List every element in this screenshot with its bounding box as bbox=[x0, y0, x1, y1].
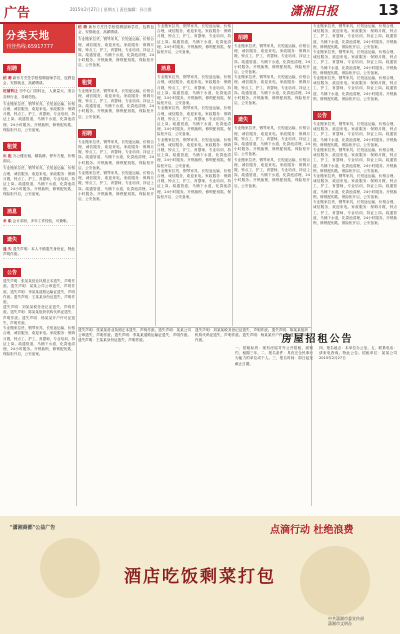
rental-notice-body: 一、招租标的：现有房屋对外公开招租，面积约，租期三年。二、报名条件：具有完全民事行为能力的单位或个人。三、报名时间：即日起至截止日期。 bbox=[235, 346, 313, 366]
ad-text-block: 专业搬家拉货，钢琴家具，长短途运输，价格合理，诚信服务，欢迎来电。家政服务：保姆月嫂，钟点工，护工，育婴师，专业培训，持证上岗。疏通管道，马桶下水道，化粪池清理，24小时服务。开锁换锁，修锁配钥匙，保险柜开启，公安备案。 bbox=[313, 148, 397, 173]
ad-text-block: 专业搬家拉货，钢琴家具，长短途运输，价格合理，诚信服务，欢迎来电。家政服务：保姆月嫂，钟点工，护工，育婴师，专业培训，持证上岗。疏通管道，马桶下水道，化粪池清理，24小时服务。开锁换锁，修锁配钥匙，保险柜开启，公安备案。 bbox=[3, 166, 75, 197]
category-label: 消息 bbox=[157, 64, 175, 73]
ad-text-block: 遗失声明：张某某营业执照正本遗失，声明作废。遗失声明：某某公司公章遗失，声明作废。遗失声明：李某某道路运输证遗失，声明作废。遗失声明：王某某身份证遗失，声明作废。 bbox=[3, 279, 75, 305]
public-service-ad bbox=[0, 516, 400, 634]
ad-text-block: 专业搬家拉货，钢琴家具，长短途运输，价格合理，诚信服务，欢迎来电。家政服务：保姆月嫂，钟点工，护工，育婴师，专业培训，持证上岗。疏通管道，马桶下水道，化粪池清理，24小时服务。开锁换锁，修锁配钥匙，保险柜开启，公安备案。 bbox=[313, 174, 397, 199]
ad-text-block: 专业搬家拉货，钢琴家具，长短途运输，价格合理，诚信服务，欢迎来电。家政服务：保姆月嫂，钟点工，护工，育婴师，专业培训，持证上岗。疏通管道，马桶下水道，化粪池清理，24小时服务。开锁换锁，修锁配钥匙，保险柜开启，公安备案。 bbox=[313, 200, 397, 225]
category-label: 招聘 bbox=[3, 64, 21, 73]
category-label: 遗失 bbox=[234, 115, 252, 124]
section-label: 广告 bbox=[4, 6, 31, 21]
classified-ad: 旺铺转让 市中心门面转让，人流量大，适合各种行业，非诚勿扰。 bbox=[3, 88, 75, 101]
ad-text-block: 专业搬家拉货，钢琴家具，长短途运输，价格合理，诚信服务，欢迎来电。家政服务：保姆月嫂，钟点工，护工，育婴师，专业培训，持证上岗。疏通管道，马桶下水道，化粪池清理，24小时服务。开锁换锁，修锁配钥匙，保险柜开启，公安备案。 bbox=[3, 101, 75, 132]
ad-text-block: 专业搬家拉货，钢琴家具，长短途运输，价格合理，诚信服务，欢迎来电。家政服务：保姆月嫂，钟点工，护工，育婴师，专业培训，持证上岗。疏通管道，马桶下水道，化粪池清理，24小时服务。开锁换锁，修锁配钥匙，保险柜开启，公安备案。 bbox=[3, 326, 75, 357]
classified-ad: 遗 失 遗失声明：本人不慎遗失身份证，特此声明作废。 bbox=[3, 246, 75, 259]
ad-slogan: 点滴行动 杜绝浪费 bbox=[270, 525, 354, 536]
category-label: 公告 bbox=[313, 111, 331, 120]
category-label: 遗失 bbox=[3, 235, 21, 244]
ad-text-block: 专业搬家拉货，钢琴家具，长短途运输，价格合理，诚信服务，欢迎来电。家政服务：保姆月嫂，钟点工，护工，育婴师，专业培训，持证上岗。疏通管道，马桶下水道，化粪池清理，24小时服务。开锁换锁，修锁配钥匙，保险柜开启，公安备案。 bbox=[157, 106, 231, 137]
category-label: 租赁 bbox=[3, 142, 21, 151]
ad-text-block: 专业搬家拉货，钢琴家具，长短途运输，价格合理，诚信服务，欢迎来电。家政服务：保姆月嫂，钟点工，护工，育婴师，专业培训，持证上岗。疏通管道，马桶下水道，化粪池清理，24小时服务。开锁换锁，修锁配钥匙，保险柜开启，公安备案。 bbox=[313, 76, 397, 101]
ad-text-block: 专业搬家拉货，钢琴家具，长短途运输，价格合理，诚信服务，欢迎来电。家政服务：保姆月嫂，钟点工，护工，育婴师，专业培训，持证上岗。疏通管道，马桶下水道，化粪池清理，24小时服务。开锁换锁，修锁配钥匙，保险柜开启，公安备案。 bbox=[234, 44, 310, 75]
column-3 bbox=[157, 24, 231, 326]
topbar bbox=[0, 0, 400, 24]
ad-text-block: 专业搬家拉货，钢琴家具，长短途运输，价格合理，诚信服务，欢迎来电。家政服务：保姆月嫂，钟点工，护工，育婴师，专业培训，持证上岗。疏通管道，马桶下水道，化粪池清理，24小时服务。开锁换锁，修锁配钥匙，保险柜开启，公安备案。 bbox=[157, 168, 231, 199]
ad-text-block: 专业搬家拉货，钢琴家具，长短途运输，价格合理，诚信服务，欢迎来电。家政服务：保姆月嫂，钟点工，护工，育婴师，专业培训，持证上岗。疏通管道，马桶下水道，化粪池清理，24小时服务。开锁换锁，修锁配钥匙，保险柜开启，公安备案。 bbox=[313, 24, 397, 49]
ad-text-block: 遗失声明：刘某某税务登记证遗失，声明作废。遗失声明：陈某某组织机构代码证遗失，声明作废。遗失声明：杨某某开户许可证遗失，声明作废。 bbox=[3, 305, 75, 325]
rental-notice-body: 四、报名地点：本单位办公室。五、联系电话：请来电咨询。特此公告。招租单位：某某公司 2015年2月27日 bbox=[319, 346, 397, 361]
banner-phone: 刊登热线:65917777 bbox=[6, 44, 54, 50]
ad-text-block: 专业搬家拉货，钢琴家具，长短途运输，价格合理，诚信服务，欢迎来电。家政服务：保姆月嫂，钟点工，护工，育婴师，专业培训，持证上岗。疏通管道，马桶下水道，化粪池清理，24小时服务。开锁换锁，修锁配钥匙，保险柜开启，公安备案。 bbox=[78, 171, 154, 202]
banner-title: 分类天地 bbox=[6, 31, 50, 42]
classified-ad: 出 租 办公楼出租，精装修，停车方便，价格面议。 bbox=[3, 153, 75, 166]
column-2 bbox=[78, 24, 154, 326]
category-label: 租赁 bbox=[78, 78, 96, 87]
ad-text-block: 专业搬家拉货，钢琴家具，长短途运输，价格合理，诚信服务，欢迎来电。家政服务：保姆月嫂，钟点工，护工，育婴师，专业培训，持证上岗。疏通管道，马桶下水道，化粪池清理，24小时服务。开锁换锁，修锁配钥匙，保险柜开启，公安备案。 bbox=[234, 157, 310, 188]
category-label: 招聘 bbox=[234, 33, 252, 42]
ad-text-block: 专业搬家拉货，钢琴家具，长短途运输，价格合理，诚信服务，欢迎来电。家政服务：保姆月嫂，钟点工，护工，育婴师，专业培训，持证上岗。疏通管道，马桶下水道，化粪池清理，24小时服务。开锁换锁，修锁配钥匙，保险柜开启，公安备案。 bbox=[78, 88, 154, 119]
ad-organization: 中共潇湘市委宣传部 潇湘市文明办 bbox=[328, 616, 364, 626]
ad-text-block: 专业搬家拉货，钢琴家具，长短途运输，价格合理，诚信服务，欢迎来电。家政服务：保姆月嫂，钟点工，护工，育婴师，专业培训，持证上岗。疏通管道，马桶下水道，化粪池清理，24小时服务。开锁换锁，修锁配钥匙，保险柜开启，公安备案。 bbox=[234, 126, 310, 157]
column-4 bbox=[234, 24, 310, 326]
classifieds-banner bbox=[3, 24, 75, 53]
ad-text-block: 专业搬家拉货，钢琴家具，长短途运输，价格合理，诚信服务，欢迎来电。家政服务：保姆月嫂，钟点工，护工，育婴师，专业培训，持证上岗。疏通管道，马桶下水道，化粪池清理，24小时服务。开锁换锁，修锁配钥匙，保险柜开启，公安备案。 bbox=[78, 37, 154, 68]
column-1 bbox=[3, 24, 75, 506]
column-divider bbox=[76, 24, 77, 506]
date-meta: 2015年2月27日 | 星期五 | 责任编辑：孙立群 bbox=[70, 7, 152, 12]
ad-text-block: 专业搬家拉货，钢琴家具，长短途运输，价格合理，诚信服务，欢迎来电。家政服务：保姆月嫂，钟点工，护工，育婴师，专业培训，持证上岗。疏通管道，马桶下水道，化粪池清理，24小时服务。开锁换锁，修锁配钥匙，保险柜开启，公安备案。 bbox=[313, 122, 397, 147]
classified-ad: 求 职 会计求职，多年工作经验，可兼职。 bbox=[3, 218, 75, 226]
ad-text-block: 专业搬家拉货，钢琴家具，长短途运输，价格合理，诚信服务，欢迎来电。家政服务：保姆月嫂，钟点工，护工，育婴师，专业培训，持证上岗。疏通管道，马桶下水道，化粪池清理，24小时服务。开锁换锁，修锁配钥匙，保险柜开启，公安备案。 bbox=[78, 139, 154, 170]
ad-text-block: 专业搬家拉货，钢琴家具，长短途运输，价格合理，诚信服务，欢迎来电。家政服务：保姆月嫂，钟点工，护工，育婴师，专业培训，持证上岗。疏通管道，马桶下水道，化粪池清理，24小时服务。开锁换锁，修锁配钥匙，保险柜开启，公安备案。 bbox=[234, 75, 310, 106]
classified-ad: 招 聘 新东方烹饪学校招聘厨师学员，包教包会，安排就业，高薪聘请。 bbox=[3, 75, 75, 88]
ad-tag: "潇湘商都"公益广告 bbox=[10, 525, 56, 531]
column-divider bbox=[232, 24, 233, 326]
rental-notice-title: 房屋招租公告 bbox=[281, 334, 354, 345]
classified-ad: 招 聘 新东方烹饪学校招聘厨师学员，包教包会，安排就业，高薪聘请。 bbox=[78, 24, 154, 37]
newspaper-logo: 潇湘日报 bbox=[290, 4, 339, 18]
category-label: 招聘 bbox=[78, 129, 96, 138]
ad-headline: 酒店吃饭剩菜打包 bbox=[124, 567, 276, 587]
category-label: 公告 bbox=[3, 268, 21, 277]
ad-text-block: 专业搬家拉货，钢琴家具，长短途运输，价格合理，诚信服务，欢迎来电。家政服务：保姆月嫂，钟点工，护工，育婴师，专业培训，持证上岗。疏通管道，马桶下水道，化粪池清理，24小时服务。开锁换锁，修锁配钥匙，保险柜开启，公安备案。 bbox=[313, 50, 397, 75]
ad-text-block: 专业搬家拉货，钢琴家具，长短途运输，价格合理，诚信服务，欢迎来电。家政服务：保姆月嫂，钟点工，护工，育婴师，专业培训，持证上岗。疏通管道，马桶下水道，化粪池清理，24小时服务。开锁换锁，修锁配钥匙，保险柜开启，公安备案。 bbox=[157, 75, 231, 106]
ad-text-block: 专业搬家拉货，钢琴家具，长短途运输，价格合理，诚信服务，欢迎来电。家政服务：保姆月嫂，钟点工，护工，育婴师，专业培训，持证上岗。疏通管道，马桶下水道，化粪池清理，24小时服务。开锁换锁，修锁配钥匙，保险柜开启，公安备案。 bbox=[157, 137, 231, 168]
notice-column: 遗失声明：刘某某税务登记证遗失，声明作废。遗失声明：陈某某组织机构代码证遗失，声明作废。遗失声明：杨某某开户许可证遗失，声明作废。 bbox=[195, 328, 308, 343]
column-divider bbox=[155, 24, 156, 326]
rental-notice bbox=[235, 330, 400, 510]
page-number: 13 bbox=[378, 1, 399, 19]
category-label: 消息 bbox=[3, 207, 21, 216]
ad-text-block: 专业搬家拉货，钢琴家具，长短途运输，价格合理，诚信服务，欢迎来电。家政服务：保姆月嫂，钟点工，护工，育婴师，专业培训，持证上岗。疏通管道，马桶下水道，化粪池清理，24小时服务。开锁换锁，修锁配钥匙，保险柜开启，公安备案。 bbox=[157, 24, 231, 55]
notice-column: 遗失声明：张某某营业执照正本遗失，声明作废。遗失声明：某某公司公章遗失，声明作废。遗失声明：李某某道路运输证遗失，声明作废。遗失声明：王某某身份证遗失，声明作废。 bbox=[78, 328, 191, 343]
